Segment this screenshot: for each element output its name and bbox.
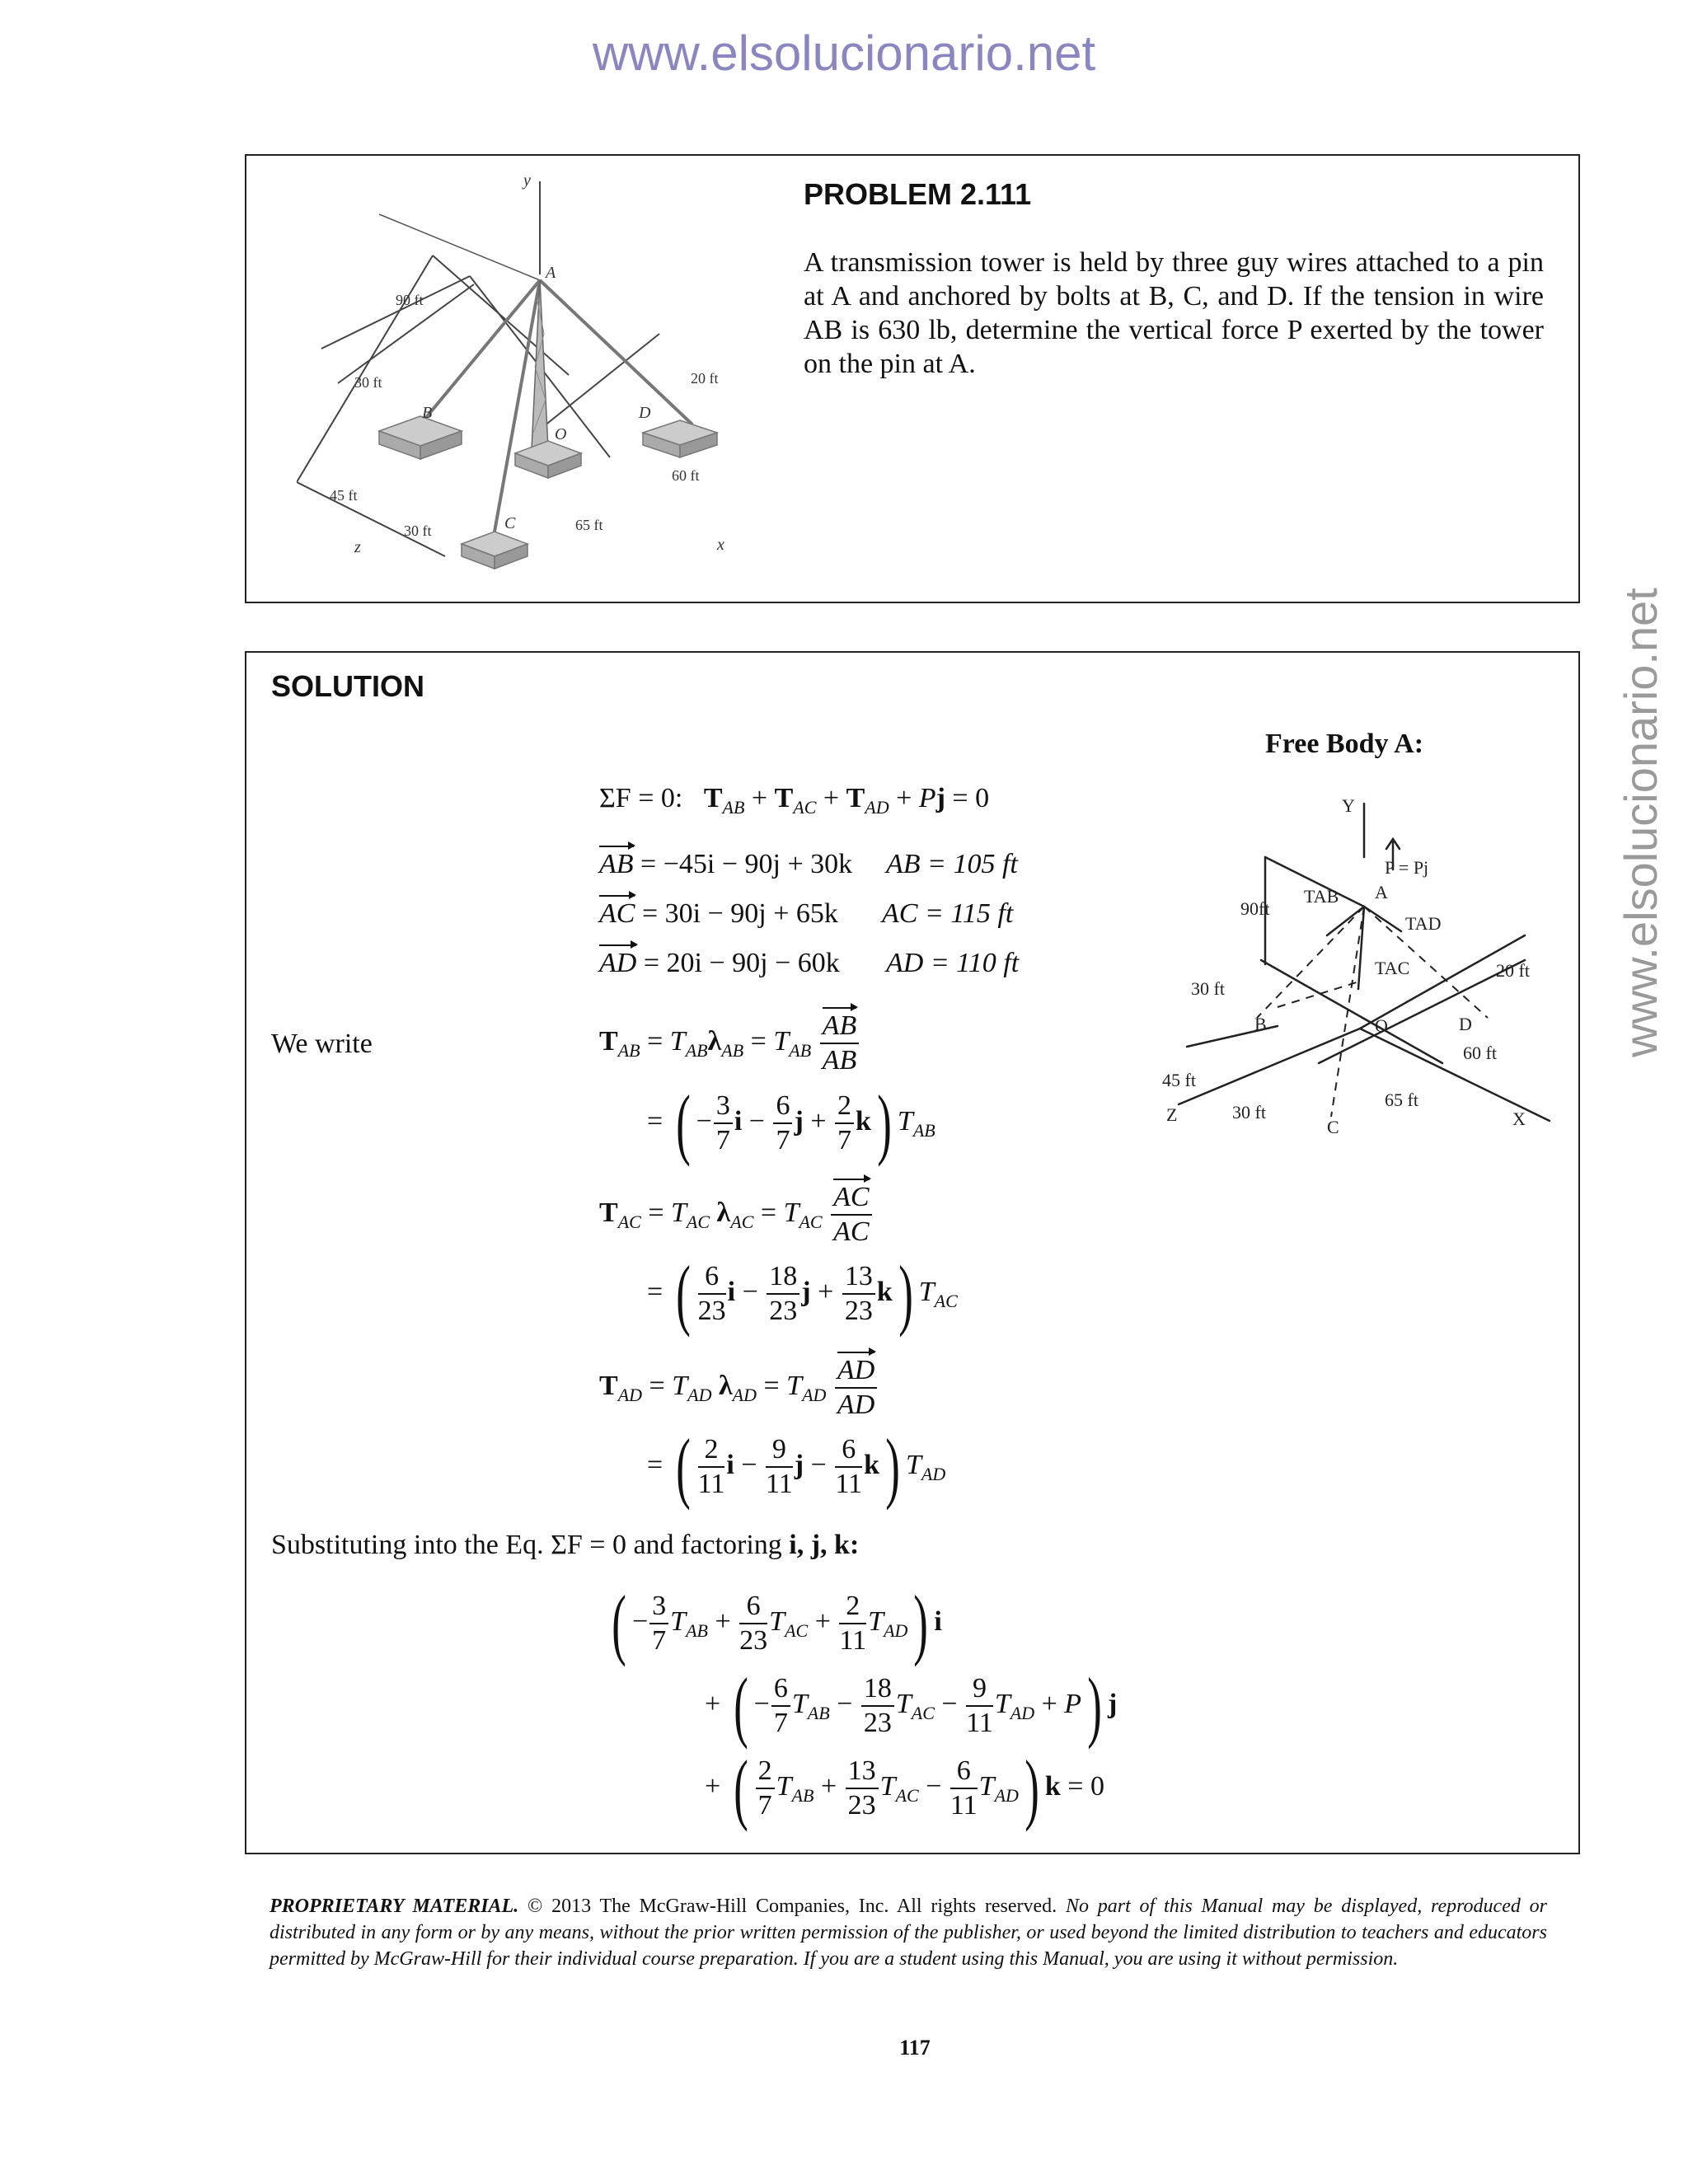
fig-label-c: C: [504, 514, 516, 532]
fig-dim-45: 45 ft: [330, 487, 358, 504]
fbd-label-p: P = Pj: [1385, 857, 1429, 878]
problem-text: A transmission tower is held by three guy wires attached to a pin at A and anchored by bolts at B, C, and D. If the tension in wire AB is 630 lb, determine the vertical force P exerted by the tower on the pin at A.: [804, 247, 1544, 379]
tad-definition: $T_{AD} = T_{AD}$ $\lambda_{AD} = T_{AD}$ $\frac{AD}{AD}$: [599, 1354, 879, 1422]
vector-ab: AB = −45i − 90j + 30k: [599, 849, 853, 879]
k-component-line: + ( $\frac{2}{7}$ $T_{AB}$ + $\frac{13}{23}$ $T_{AC}$ − $\frac{6}{11}$ $T_{AD}$) k = 0: [705, 1744, 1104, 1832]
fbd-label-tab: TAB: [1304, 886, 1339, 907]
tab-components: = ( − $\frac{3}{7}$ i − $\frac{6}{7}$ j + $\frac{2}{7}$ k) $T_{AB}$: [647, 1079, 935, 1167]
free-body-diagram: [1162, 791, 1558, 1137]
fig-dim-65: 65 ft: [575, 517, 603, 533]
fig-label-z: z: [354, 538, 361, 556]
problem-figure: [297, 169, 758, 573]
length-ab: AB = 105 ft: [886, 849, 1018, 879]
fig-label-o: O: [555, 425, 567, 443]
vector-ad: AD = 20i − 90j − 60k: [599, 948, 840, 978]
watermark-top[interactable]: www.elsolucionario.net: [592, 26, 1096, 81]
problem-title: PROBLEM 2.111: [804, 177, 1032, 211]
fbd-dim-20: 20 ft: [1496, 960, 1530, 981]
fig-dim-20: 20 ft: [691, 370, 719, 387]
fbd-dim-30b: 30 ft: [1232, 1102, 1266, 1122]
length-ac: AC = 115 ft: [882, 898, 1014, 929]
fbd-label-a: A: [1375, 882, 1388, 902]
fbd-label-tad: TAD: [1405, 913, 1442, 934]
fbd-label-tac: TAC: [1375, 958, 1410, 978]
fbd-label-o: O: [1375, 1015, 1388, 1036]
footer-copyright: PROPRIETARY MATERIAL. © 2013 The McGraw-Hill Companies, Inc. All rights reserved. No part of this Manual may be displayed, reproduced or distributed in any form or by any means, without the prior written permission of the publisher, or used beyond the limited distribution to teachers and educators permitted by McGraw-Hill for their individual course preparation. If you are a student using this Manual, you are using it without permission.: [270, 1896, 1547, 1970]
fbd-dim-45: 45 ft: [1162, 1070, 1196, 1090]
i-component-line: ( − $\frac{3}{7}$ $T_{AB}$ + $\frac{6}{23}$ $T_{AC}$ + $\frac{2}{11}$ $T_{AD}$) i: [612, 1579, 942, 1667]
length-ad: AD = 110 ft: [886, 948, 1020, 978]
tac-definition: $T_{AC} = T_{AC}$ $\lambda_{AC} = T_{AC}$ $\frac{AC}{AC}$: [599, 1181, 874, 1249]
vector-ac: AC = 30i − 90j + 65k: [599, 898, 838, 929]
page-number: 117: [899, 2036, 931, 2060]
fbd-label-x: X: [1512, 1108, 1526, 1129]
fbd-dim-60: 60 ft: [1463, 1043, 1497, 1063]
fig-label-b: B: [422, 404, 433, 422]
fbd-title: Free Body A:: [1265, 729, 1424, 759]
substituting-line: Substituting into the Eq. ΣF = 0 and factoring i, j, k:: [271, 1530, 860, 1560]
fig-label-d: D: [639, 404, 651, 422]
fbd-label-c: C: [1327, 1117, 1339, 1137]
fig-dim-60: 60 ft: [672, 467, 700, 484]
fbd-dim-65: 65 ft: [1385, 1090, 1418, 1110]
fig-label-y: y: [523, 171, 531, 190]
fig-label-a: A: [546, 264, 556, 282]
fbd-dim-30: 30 ft: [1191, 978, 1225, 999]
fbd-dim-90: 90ft: [1240, 898, 1270, 919]
tad-components: = ( $\frac{2}{11}$ i − $\frac{9}{11}$ j − $\frac{6}{11}$ k) $T_{AD}$: [647, 1422, 946, 1511]
fig-label-x: x: [717, 536, 724, 554]
we-write-label: We write: [271, 1029, 373, 1059]
equilibrium-equation: ΣF = 0: $T_{AB} + T_{AC} + T_{AD} + Pj = 0$: [599, 783, 990, 818]
j-component-line: + ( − $\frac{6}{7}$ $T_{AB}$ − $\frac{18}{23}$ $T_{AC}$ − $\frac{9}{11}$ $T_{AD} + P$) j: [705, 1661, 1118, 1750]
watermark-side: www.elsolucionario.net: [1615, 588, 1667, 1057]
solution-title: SOLUTION: [271, 669, 424, 703]
tab-definition: $T_{AB} = T_{AB}\lambda_{AB} = T_{AB}$ $\frac{AB}{AB}$: [599, 1010, 860, 1077]
fig-dim-90: 90 ft: [396, 292, 424, 308]
fbd-label-b: B: [1254, 1014, 1267, 1034]
fbd-label-z: Z: [1166, 1104, 1178, 1125]
fbd-label-d: D: [1459, 1014, 1472, 1034]
tac-components: = ( $\frac{6}{23}$ i − $\frac{18}{23}$ j + $\frac{13}{23}$ k) $T_{AC}$: [647, 1249, 958, 1338]
fig-dim-30b: 30 ft: [404, 523, 432, 539]
fbd-label-y: Y: [1342, 795, 1355, 816]
fig-dim-30: 30 ft: [354, 374, 382, 391]
